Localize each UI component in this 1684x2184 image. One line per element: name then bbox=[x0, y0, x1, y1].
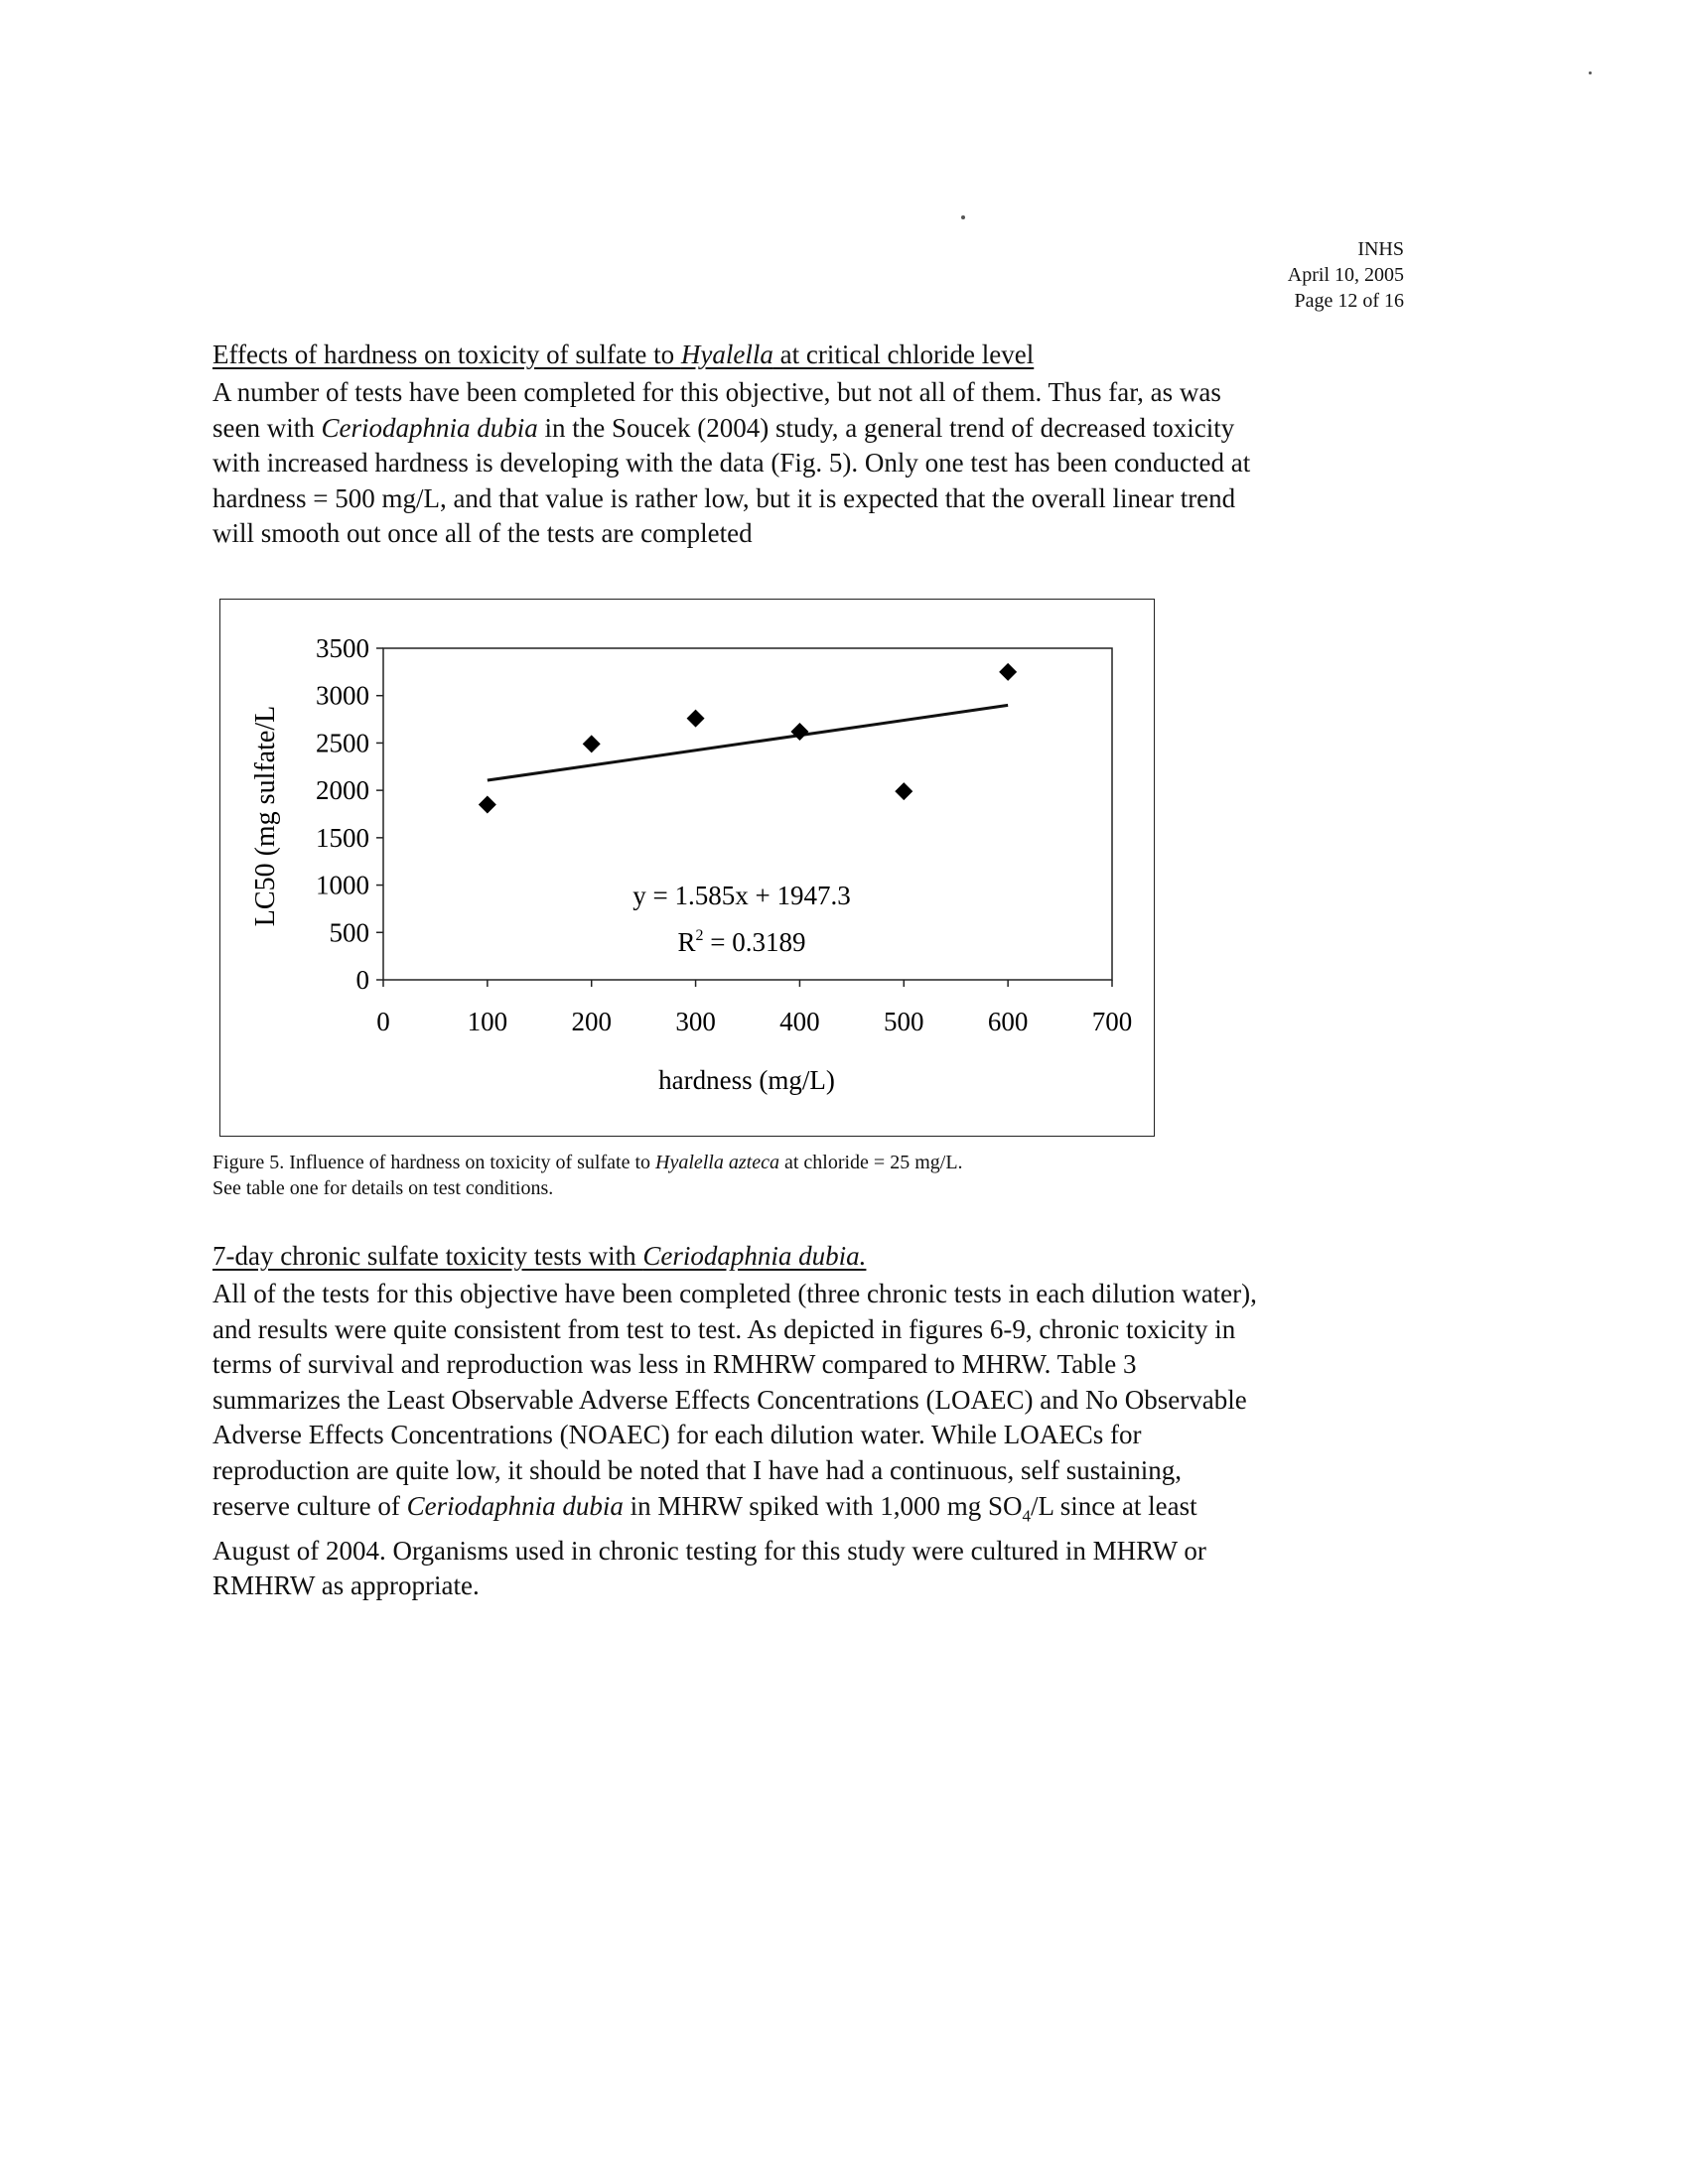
header-page-number: Page 12 of 16 bbox=[1294, 290, 1404, 312]
data-point bbox=[999, 663, 1017, 681]
x-tick-label: 400 bbox=[779, 1007, 820, 1036]
data-points bbox=[479, 663, 1017, 814]
x-tick-label: 600 bbox=[987, 1007, 1029, 1036]
y-tick-label: 0 bbox=[355, 965, 369, 995]
scatter-chart bbox=[220, 600, 1156, 1138]
y-axis-label: LC50 (mg sulfate/L bbox=[250, 705, 281, 927]
paragraph-line: August of 2004. Organisms used in chronic testing for this study were cultured in MHRW or bbox=[212, 1535, 1206, 1566]
caption-line: Figure 5. Influence of hardness on toxicity of sulfate to Hyalella azteca at chloride = 25 mg/L. bbox=[212, 1152, 963, 1173]
y-tick-label: 2500 bbox=[316, 728, 369, 758]
paragraph-line: reserve culture of Ceriodaphnia dubia in MHRW spiked with 1,000 mg $SO_4/L$ since at least bbox=[212, 1490, 1197, 1525]
x-axis bbox=[376, 980, 1132, 1036]
section-title-chronic bbox=[212, 1241, 866, 1272]
trendline bbox=[488, 705, 1008, 780]
x-tick-label: 100 bbox=[467, 1007, 508, 1036]
caption-line: See table one for details on test conditions. bbox=[212, 1177, 554, 1199]
scan-speck bbox=[961, 215, 965, 219]
y-tick-label: 3500 bbox=[316, 633, 369, 663]
title-species: Hyalella bbox=[680, 340, 773, 369]
data-point bbox=[687, 710, 705, 728]
y-tick-label: 2000 bbox=[316, 775, 369, 806]
data-point bbox=[895, 782, 912, 800]
title-text: Effects of hardness on toxicity of sulfate to bbox=[212, 340, 681, 369]
paragraph-line: summarizes the Least Observable Adverse Effects Concentrations (LOAEC) and No Observable bbox=[212, 1384, 1247, 1415]
paragraph-line: A number of tests have been completed for this objective, but not all of them. Thus far, as was bbox=[212, 377, 1221, 407]
data-point bbox=[583, 735, 601, 752]
title-text: at critical chloride level bbox=[772, 340, 1035, 369]
y-tick-label: 1500 bbox=[316, 822, 369, 853]
paragraph-line: hardness = 500 mg/L, and that value is rather low, but it is expected that the overall linear trend bbox=[212, 482, 1236, 513]
paragraph-hardness bbox=[212, 375, 1444, 552]
x-tick-label: 500 bbox=[884, 1007, 924, 1036]
r-squared-label: $R^2 = 0.3189$ bbox=[677, 927, 806, 957]
paragraph-line: seen with Ceriodaphnia dubia in the Soucek (2004) study, a general trend of decreased toxicity bbox=[212, 412, 1235, 443]
figure-5-frame bbox=[219, 599, 1155, 1137]
x-tick-label: 300 bbox=[675, 1007, 716, 1036]
section-title-hardness bbox=[212, 340, 1034, 370]
scan-speck bbox=[1589, 71, 1592, 74]
paragraph-line: RMHRW as appropriate. bbox=[212, 1570, 480, 1601]
paragraph-line: and results were quite consistent from test to test. As depicted in figures 6-9, chronic toxicity in bbox=[212, 1313, 1236, 1344]
page-header bbox=[1288, 236, 1404, 314]
paragraph-line: Adverse Effects Concentrations (NOAEC) for each dilution water. While LOAECs for bbox=[212, 1420, 1142, 1450]
x-tick-label: 200 bbox=[571, 1007, 612, 1036]
x-tick-label: 0 bbox=[376, 1007, 390, 1036]
y-tick-label: 500 bbox=[329, 917, 369, 948]
title-text: 7-day chronic sulfate toxicity tests with bbox=[212, 1241, 643, 1271]
trendline-equation: y = 1.585x + 1947.3 bbox=[632, 881, 851, 910]
paragraph-chronic bbox=[212, 1277, 1444, 1604]
paragraph-line: reproduction are quite low, it should be noted that I have had a continuous, self sustaining, bbox=[212, 1454, 1183, 1485]
x-tick-label: 700 bbox=[1091, 1007, 1133, 1036]
paragraph-line: will smooth out once all of the tests are completed bbox=[212, 518, 753, 549]
data-point bbox=[790, 723, 808, 741]
figure-caption bbox=[212, 1150, 963, 1201]
x-axis-label: hardness (mg/L) bbox=[658, 1065, 835, 1095]
data-point bbox=[479, 795, 496, 813]
y-axis bbox=[316, 633, 383, 995]
paragraph-line: All of the tests for this objective have been completed (three chronic tests in each dilution water), bbox=[212, 1279, 1257, 1308]
paragraph-line: with increased hardness is developing with the data (Fig. 5). Only one test has been conducted at bbox=[212, 448, 1251, 478]
header-org: INHS bbox=[1357, 238, 1404, 260]
y-tick-label: 3000 bbox=[316, 680, 369, 711]
title-species: Ceriodaphnia dubia. bbox=[642, 1241, 867, 1271]
paragraph-line: terms of survival and reproduction was less in RMHRW compared to MHRW. Table 3 bbox=[212, 1349, 1137, 1380]
header-date: April 10, 2005 bbox=[1287, 264, 1404, 286]
y-tick-label: 1000 bbox=[316, 870, 369, 900]
